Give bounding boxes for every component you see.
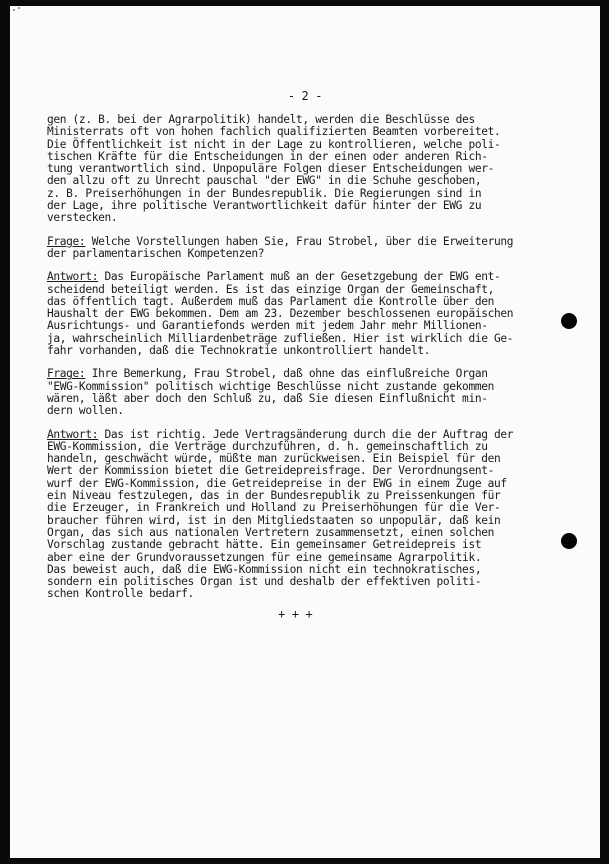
text-line: fahr vorhanden, daß die Technokratie unkontrolliert handelt. xyxy=(47,344,431,358)
text-line: z. B. Preiserhöhungen in der Bundesrepublik. Die Regierungen sind in xyxy=(47,186,482,200)
text-line: braucher führen wird, ist in den Mitgliedstaaten so unpopulär, daß kein xyxy=(47,513,501,527)
answer-paragraph xyxy=(47,429,587,601)
text-line: verstecken. xyxy=(47,211,118,225)
text-line: der Lage, ihre politische Verantwortlichkeit dafür hinter der EWG zu xyxy=(47,199,482,213)
scan-speck xyxy=(13,9,15,11)
text-line: Das ist richtig. Jede Vertragsänderung durch die der Auftrag der xyxy=(98,427,514,441)
text-line: Vorschlag zustande gebracht hätte. Ein gemeinsamer Getreidepreis ist xyxy=(47,538,482,552)
text-line: handeln, geschwächt würde, müßte man zurückweisen. Ein Beispiel für den xyxy=(47,452,501,466)
scan-speck xyxy=(18,7,20,9)
punch-hole-icon xyxy=(561,533,577,549)
question-label: Frage: xyxy=(47,367,86,381)
text-line: Welche Vorstellungen haben Sie, Frau Strobel, über die Erweiterung xyxy=(85,234,514,248)
text-line: ja, wahrscheinlich Milliardenbeträge zufließen. Hier ist wirklich die Ge- xyxy=(47,331,514,345)
text-line: Die Öffentlichkeit ist nicht in der Lage zu kontrollieren, welche poli- xyxy=(47,137,501,151)
document-body xyxy=(47,114,587,601)
text-line: tung verantwortlich sind. Unpopuläre Folgen dieser Entscheidungen wer- xyxy=(47,162,494,176)
text-line: Ministerrats oft von hohen fachlich qualifizierten Beamten vorbereitet. xyxy=(47,125,501,139)
text-line: Ausrichtungs- und Garantiefonds werden mit jedem Jahr mehr Millionen- xyxy=(47,319,488,333)
text-line: wären, läßt aber doch den Schluß zu, daß Sie diesen Einflußnicht min- xyxy=(47,391,488,405)
answer-paragraph xyxy=(47,271,587,357)
text-line: der parlamentarischen Kompetenzen? xyxy=(47,246,265,260)
page-number: - 2 - xyxy=(287,89,323,103)
text-line: die Erzeuger, in Frankreich und Holland zu Preiserhöhungen für die Ver- xyxy=(47,501,501,515)
paragraph-continuation xyxy=(47,114,587,225)
text-line: EWG-Kommission, die Verträge durchzuführen, d. h. gemeinschaftlich zu xyxy=(47,439,488,453)
answer-label: Antwort: xyxy=(47,270,99,284)
text-line: sondern ein politisches Organ ist und deshalb der effektiven politi- xyxy=(47,575,482,589)
text-line: schen Kontrolle bedarf. xyxy=(47,587,194,601)
text-line: das öffentlich tagt. Außerdem muß das Parlament die Kontrolle über den xyxy=(47,294,494,308)
text-line: Das Europäische Parlament muß an der Gesetzgebung der EWG ent- xyxy=(98,270,501,284)
text-line: Das beweist auch, daß die EWG-Kommission nicht ein technokratisches, xyxy=(47,562,482,576)
text-line: "EWG-Kommission" politisch wichtige Beschlüsse nicht zustande gekommen xyxy=(47,379,494,393)
punch-hole-icon xyxy=(561,313,577,329)
document-page xyxy=(10,6,600,858)
text-line: Haushalt der EWG bekommen. Dem am 23. Dezember beschlossenen europäischen xyxy=(47,307,514,321)
text-line: den allzu oft zu Unrecht pauschal "der EWG" in die Schuhe geschoben, xyxy=(47,174,482,188)
text-line: wurf der EWG-Kommission, die Getreidepreise in der EWG in einem Zuge auf xyxy=(47,476,507,490)
question-paragraph xyxy=(47,368,587,417)
closing-marks: + + + xyxy=(278,607,313,621)
text-line: Organ, das sich aus nationalen Vertretern zusammensetzt, einen solchen xyxy=(47,525,494,539)
text-line: Wert der Kommission bietet die Getreidepreisfrage. Der Verordnungsent- xyxy=(47,464,494,478)
text-line: aber eine der Grundvoraussetzungen für eine gemeinsame Agrarpolitik. xyxy=(47,550,482,564)
text-line: gen (z. B. bei der Agrarpolitik) handelt, werden die Beschlüsse des xyxy=(47,113,475,126)
answer-label: Antwort: xyxy=(47,427,99,441)
text-line: dern wollen. xyxy=(47,404,124,418)
text-line: Ihre Bemerkung, Frau Strobel, daß ohne das einflußreiche Organ xyxy=(85,367,488,381)
text-line: ein Niveau festzulegen, das in der Bundesrepublik zu Preissenkungen für xyxy=(47,489,501,503)
text-line: scheidend beteiligt werden. Es ist das einzige Organ der Gemeinschaft, xyxy=(47,282,494,296)
text-line: tischen Kräfte für die Entscheidungen in der einen oder anderen Rich- xyxy=(47,149,488,163)
question-paragraph xyxy=(47,236,587,261)
question-label: Frage: xyxy=(47,234,86,248)
